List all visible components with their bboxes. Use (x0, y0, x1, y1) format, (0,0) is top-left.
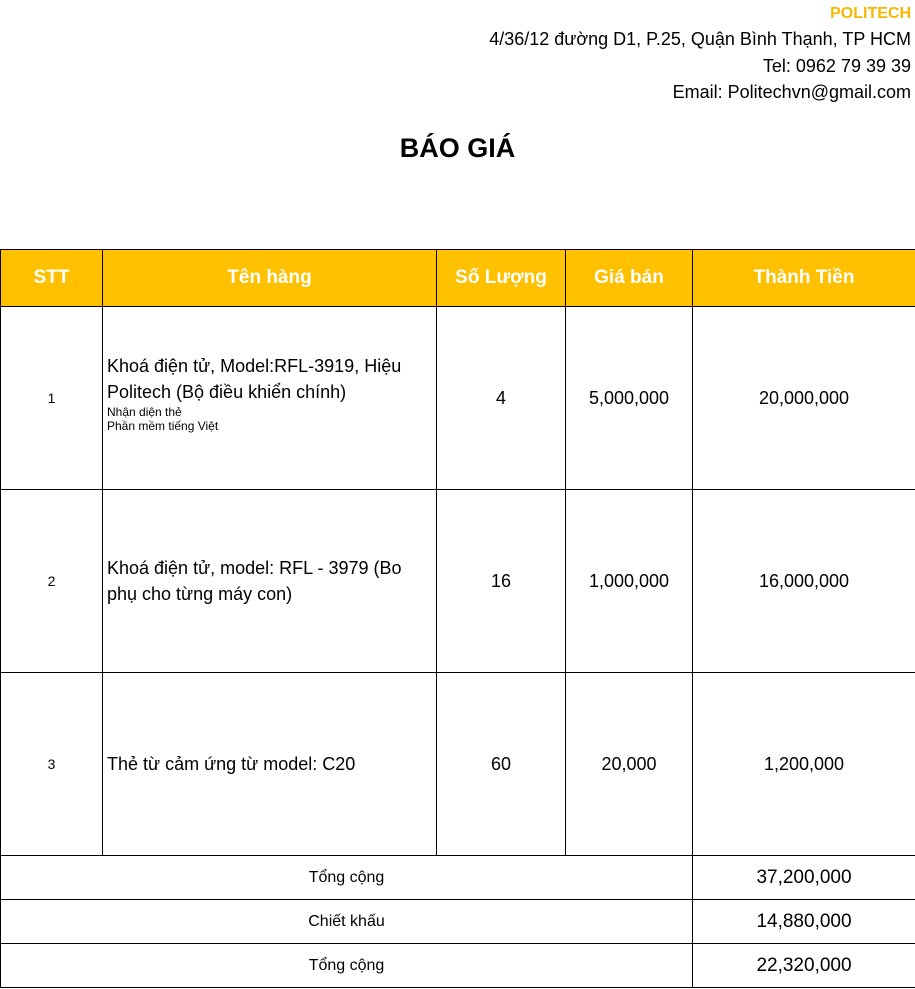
quote-table (0, 249, 915, 988)
column-header-name: Tên hàng (103, 250, 437, 307)
summary-value: 22,320,000 (693, 944, 915, 988)
cell-total: 16,000,000 (693, 490, 915, 673)
column-header-quantity: Số Lượng (437, 250, 566, 307)
summary-value: 37,200,000 (693, 856, 915, 900)
summary-label: Tổng cộng (1, 856, 693, 900)
column-header-price: Giá bán (566, 250, 693, 307)
cell-name: Thẻ từ cảm ứng từ model: C20 (103, 673, 437, 856)
cell-stt: 1 (1, 307, 103, 490)
cell-stt: 2 (1, 490, 103, 673)
summary-label: Chiết khấu (1, 900, 693, 944)
column-header-total: Thành Tiền (693, 250, 915, 307)
cell-name: Khoá điện tử, model: RFL - 3979 (Bo phụ cho từng máy con) (103, 490, 437, 673)
company-email: Email: Politechvn@gmail.com (672, 82, 911, 102)
cell-price: 1,000,000 (566, 490, 693, 673)
cell-total: 1,200,000 (693, 673, 915, 856)
summary-value: 14,880,000 (693, 900, 915, 944)
cell-price: 20,000 (566, 673, 693, 856)
summary-label: Tổng cộng (1, 944, 693, 988)
summary-row-discount (1, 900, 915, 944)
cell-name (103, 307, 437, 490)
cell-total: 20,000,000 (693, 307, 915, 490)
table-row (1, 307, 915, 490)
cell-price: 5,000,000 (566, 307, 693, 490)
cell-quantity: 60 (437, 673, 566, 856)
item-name: Khoá điện tử, Model:RFL-3919, Hiệu Politech (Bộ điều khiển chính) (107, 356, 402, 402)
page-title: BÁO GIÁ (399, 133, 516, 163)
column-header-stt: STT (1, 250, 103, 307)
item-note: Nhận diện thẻ (107, 405, 182, 419)
table-header-row (1, 250, 915, 307)
item-note: Phần mềm tiếng Việt (107, 419, 219, 433)
cell-stt: 3 (1, 673, 103, 856)
cell-quantity: 4 (437, 307, 566, 490)
table-row (1, 490, 915, 673)
company-address: 4/36/12 đường D1, P.25, Quận Bình Thạnh, TP HCM (489, 29, 911, 49)
cell-quantity: 16 (437, 490, 566, 673)
company-tel: Tel: 0962 79 39 39 (762, 56, 911, 76)
summary-row-subtotal (1, 856, 915, 900)
company-name: POLITECH (830, 5, 911, 22)
summary-row-grand-total (1, 944, 915, 988)
table-row (1, 673, 915, 856)
